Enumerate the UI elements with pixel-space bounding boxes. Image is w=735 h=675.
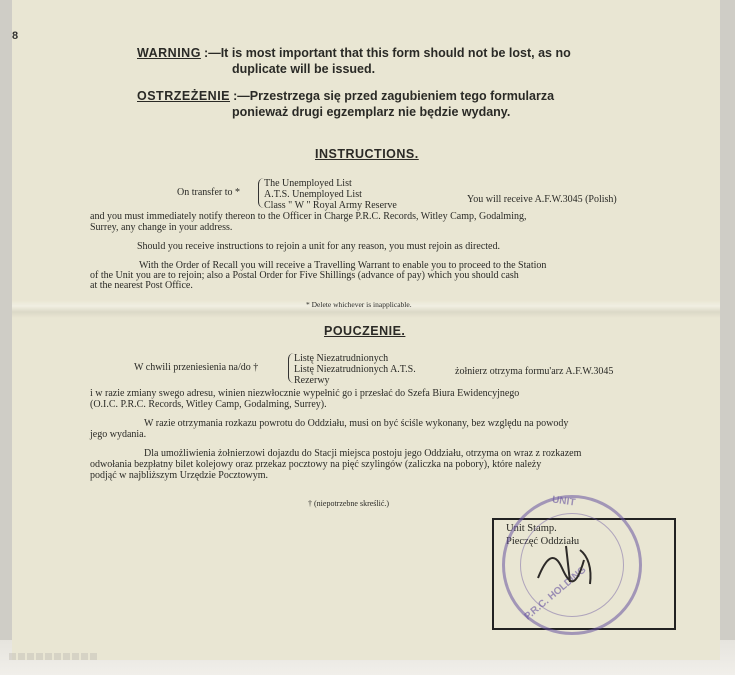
pouczenie-para3-line3: podjąć w najbliższym Urzędzie Pocztowym. — [90, 470, 268, 481]
instructions-para3-line1: With the Order of Recall you will receive a Travelling Warrant to enable you to proceed to the Station — [139, 260, 547, 271]
pouczenie-para1-line2: (O.I.C. P.R.C. Records, Witley Camp, Godalming, Surrey). — [90, 399, 327, 410]
polish-transfer-prefix: W chwili przeniesienia na/do † — [134, 362, 259, 373]
unit-stamp-label: Unit Stamp. — [506, 523, 557, 534]
polish-option-2: Listę Niezatrudnionych A.T.S. — [294, 364, 416, 375]
polish-option-1: Listę Niezatrudnionych — [294, 353, 389, 364]
receive-form-text: You will receive A.F.W.3045 (Polish) — [467, 194, 617, 205]
warning-text: :—It is most important that this form should not be lost, as no — [204, 46, 571, 60]
ostrzezenie-text: :—Przestrzega się przed zagubieniem tego formularza — [233, 89, 555, 103]
warning-text-continued: duplicate will be issued. — [232, 62, 376, 76]
instructions-footnote: * Delete whichever is inapplicable. — [306, 300, 412, 309]
ostrzezenie-label: OSTRZEŻENIE — [137, 89, 231, 103]
instructions-para2: Should you receive instructions to rejoin a unit for any reason, you must rejoin as directed. — [137, 241, 500, 252]
transfer-option-2: A.T.S. Unemployed List — [264, 189, 362, 200]
transfer-option-3: Class " W " Royal Army Reserve — [264, 200, 397, 211]
warning-label: WARNING — [137, 46, 201, 60]
pouczenie-para3-line1: Dla umożliwienia żołnierzowi dojazdu do Stacji miejsca postoju jego Oddziału, otrzyma on wraz z rozkazem — [144, 448, 582, 459]
polish-option-3: Rezerwy — [294, 375, 330, 386]
pouczenie-para1-line1: i w razie zmiany swego adresu, winien niezwłocznie wypełnić go i przesłać do Szefa Biura Ewidencyjnego — [90, 388, 520, 399]
pouczenie-footnote: † (niepotrzebne skreślić.) — [308, 499, 390, 508]
seal-text-bottom: P.R.C. HOLDING — [522, 564, 589, 623]
ostrzezenie-text-continued: ponieważ drugi egzemplarz nie będzie wydany. — [232, 105, 511, 119]
instructions-para1-line2: Surrey, any change in your address. — [90, 222, 233, 233]
instructions-para3-line2: of the Unit you are to rejoin; also a Postal Order for Five Shillings (advance of pay) which you should cash — [90, 270, 519, 281]
pouczenie-para3-line2: odwołania bezpłatny bilet kolejowy oraz przekaz pocztowy na pięć szylingów (zaliczka na pobory), które należy — [90, 459, 542, 470]
warning-notice — [137, 45, 627, 77]
page-number: 8 — [12, 30, 19, 42]
instructions-para1-line1: and you must immediately notify thereon to the Officer in Charge P.R.C. Records, Witley Camp, Godalming, — [90, 211, 527, 222]
watermark — [8, 648, 138, 670]
pouczenie-title: POUCZENIE. — [324, 324, 406, 338]
seal-text-top: UNIT — [551, 494, 576, 509]
unit-stamp-label-polish: Pieczęć Oddziału — [506, 536, 580, 547]
transfer-prefix: On transfer to * — [177, 187, 241, 198]
pouczenie-para2-line2: jego wydania. — [90, 429, 147, 440]
ostrzezenie-notice — [137, 88, 637, 120]
instructions-title: INSTRUCTIONS. — [315, 147, 419, 161]
pouczenie-para2-line1: W razie otrzymania rozkazu powrotu do Oddziału, musi on być ściśle wykonany, bez względu na powody — [144, 418, 569, 429]
instructions-para3-line3: at the nearest Post Office. — [90, 280, 193, 291]
polish-receive-form-text: żołnierz otrzyma formu'arz A.F.W.3045 — [455, 366, 614, 377]
document-page — [12, 0, 720, 660]
signature-scribble — [532, 538, 602, 593]
transfer-option-1: The Unemployed List — [264, 178, 352, 189]
